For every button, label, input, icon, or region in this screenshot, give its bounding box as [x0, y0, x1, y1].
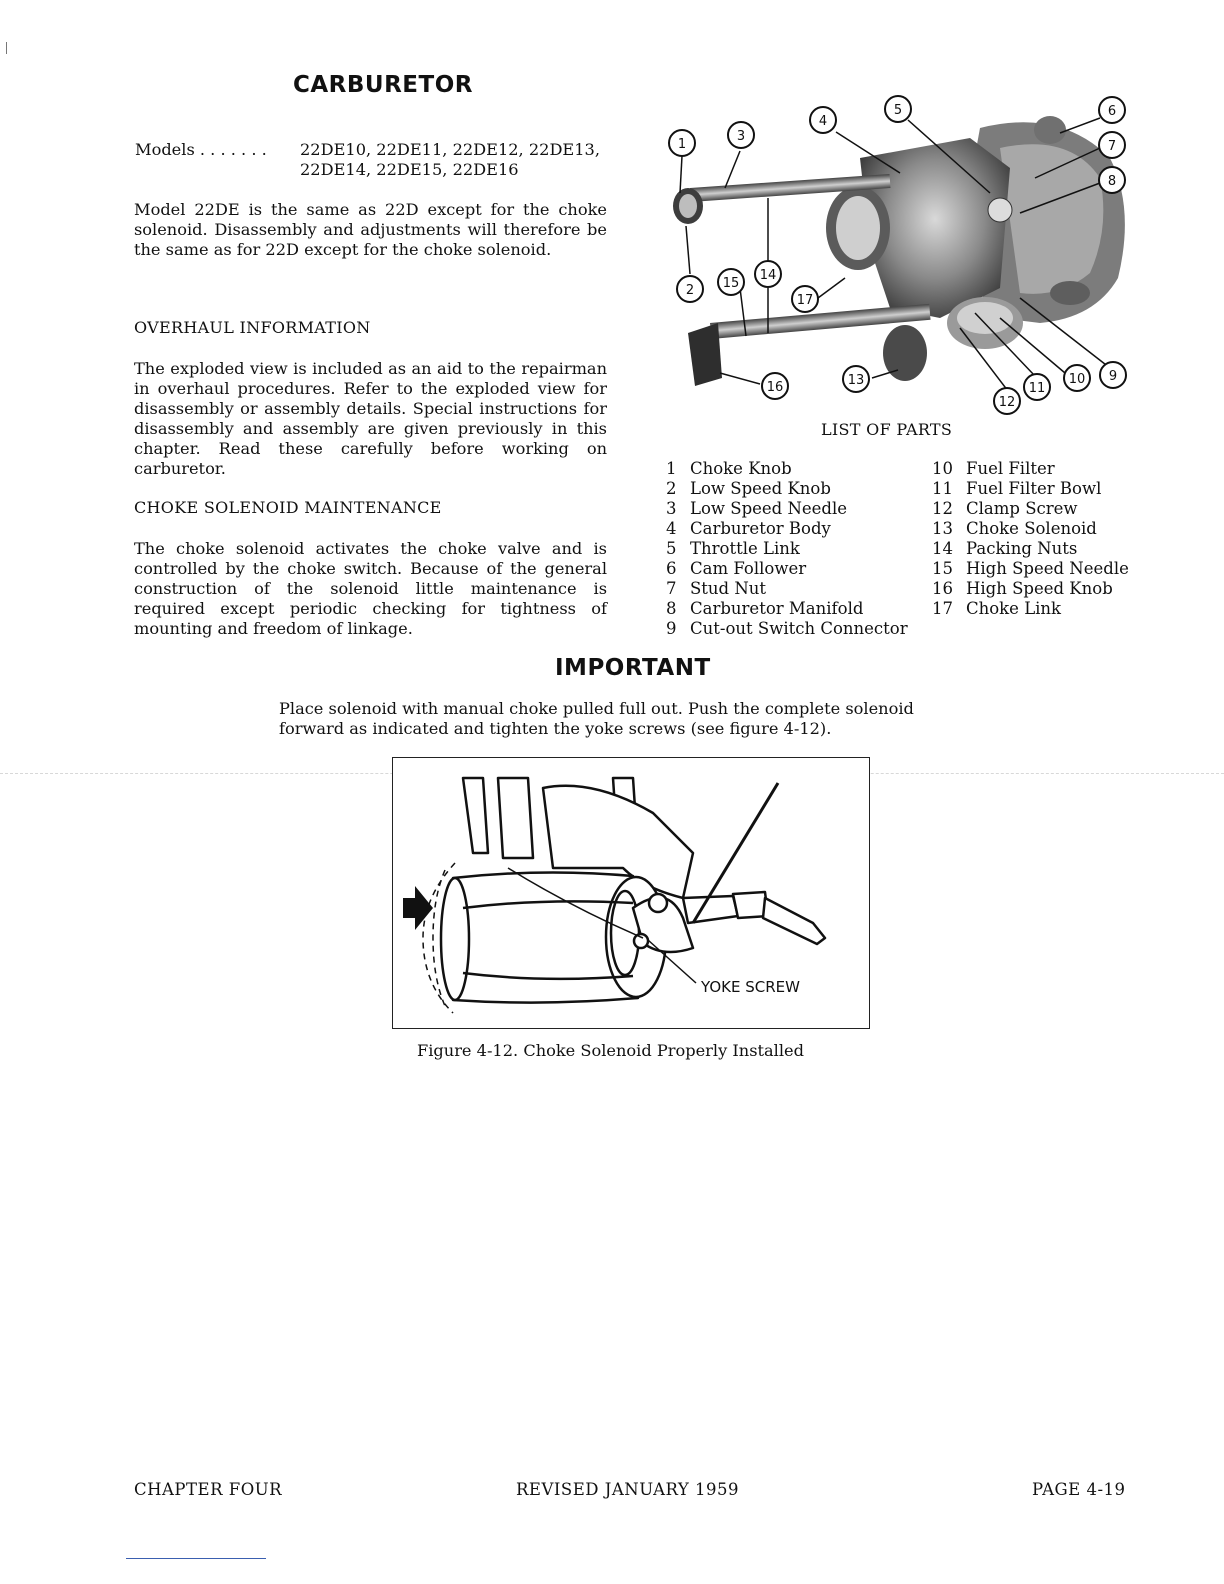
- choke-solenoid-illustration: [393, 758, 869, 1028]
- models-label: Models . . . . . . .: [135, 140, 267, 159]
- important-heading: IMPORTANT: [555, 655, 711, 681]
- svg-text:12: 12: [998, 395, 1016, 410]
- page-title: CARBURETOR: [293, 72, 473, 98]
- list-item: 8 Carburetor Manifold: [666, 599, 864, 618]
- list-item: 12 Clamp Screw: [932, 499, 1078, 518]
- svg-text:6: 6: [1107, 104, 1117, 119]
- callout-15: [718, 269, 744, 295]
- important-note: [279, 699, 914, 739]
- list-item: 14 Packing Nuts: [932, 539, 1078, 558]
- svg-text:16: 16: [766, 380, 784, 395]
- forward-arrow-icon: [403, 886, 433, 930]
- overhaul-paragraph: The exploded view is included as an aid to the repairman in overhaul procedures. Refer to the exploded view for disassembly or assembly details. Special instructions for disassembly and assembly are given previously in this chapter. Read these carefully before working on carburetor.: [134, 359, 607, 478]
- callout-13: [843, 366, 869, 392]
- callout-4: [810, 107, 836, 133]
- svg-text:9: 9: [1108, 369, 1118, 384]
- list-item: 4 Carburetor Body: [666, 519, 831, 538]
- svg-text:17: 17: [796, 293, 814, 308]
- list-item: 10 Fuel Filter: [932, 459, 1055, 478]
- list-item: 16 High Speed Knob: [932, 579, 1113, 598]
- carburetor-exploded-illustration: [640, 88, 1140, 418]
- overhaul-heading: OVERHAUL INFORMATION: [134, 318, 371, 337]
- callout-7: [1099, 132, 1125, 158]
- parts-list-left: [666, 459, 908, 639]
- yoke-screw-label: YOKE SCREW: [701, 978, 800, 996]
- callout-17: [792, 286, 818, 312]
- intro-paragraph: Model 22DE is the same as 22D except for the choke solenoid. Disassembly and adjustments will therefore be the same as for 22D except for the choke solenoid.: [134, 200, 607, 259]
- choke-heading: CHOKE SOLENOID MAINTENANCE: [134, 498, 442, 517]
- list-item: 13 Choke Solenoid: [932, 519, 1097, 538]
- footer-chapter: CHAPTER FOUR: [134, 1480, 283, 1499]
- list-item: 11 Fuel Filter Bowl: [932, 479, 1102, 498]
- scan-mark: [126, 1558, 266, 1559]
- list-item: 7 Stud Nut: [666, 579, 767, 598]
- svg-text:13: 13: [847, 373, 865, 388]
- list-item: 2 Low Speed Knob: [666, 479, 831, 498]
- important-line-2: forward as indicated and tighten the yoke screws (see figure 4-12).: [279, 719, 832, 738]
- parts-list-heading: LIST OF PARTS: [821, 420, 953, 439]
- callout-1: [669, 130, 695, 156]
- svg-text:2: 2: [685, 283, 695, 298]
- svg-text:5: 5: [893, 103, 903, 118]
- list-item: 17 Choke Link: [932, 599, 1062, 618]
- callout-9: [1100, 362, 1126, 388]
- list-item: 9 Cut-out Switch Connector: [666, 619, 908, 638]
- callout-12: [994, 388, 1020, 414]
- figure-4-12: [392, 757, 870, 1029]
- svg-text:10: 10: [1068, 372, 1086, 387]
- svg-text:4: 4: [818, 114, 828, 129]
- list-item: 6 Cam Follower: [666, 559, 807, 578]
- callout-14: [755, 261, 781, 287]
- svg-text:7: 7: [1107, 139, 1117, 154]
- parts-list-right: [932, 459, 1129, 619]
- choke-paragraph: The choke solenoid activates the choke valve and is controlled by the choke switch. Because of the general construction of the solenoid little maintenance is required except periodic checking for tightness of mounting and freedom of linkage.: [134, 539, 607, 638]
- svg-text:11: 11: [1028, 381, 1046, 396]
- svg-text:8: 8: [1107, 174, 1117, 189]
- callout-5: [885, 96, 911, 122]
- models-block: [135, 140, 615, 180]
- callout-11: [1024, 374, 1050, 400]
- list-item: 15 High Speed Needle: [932, 559, 1129, 578]
- svg-text:14: 14: [759, 268, 777, 283]
- list-item: 5 Throttle Link: [666, 539, 800, 558]
- callout-8: [1099, 167, 1125, 193]
- callout-3: [728, 122, 754, 148]
- callout-10: [1064, 365, 1090, 391]
- models-line-2: 22DE14, 22DE15, 22DE16: [300, 160, 519, 179]
- callout-2: [677, 276, 703, 302]
- scan-mark: [6, 42, 7, 54]
- callout-6: [1099, 97, 1125, 123]
- footer-page-number: PAGE 4-19: [1032, 1480, 1126, 1499]
- models-line-1: 22DE10, 22DE11, 22DE12, 22DE13,: [300, 140, 600, 159]
- important-line-1: Place solenoid with manual choke pulled full out. Push the complete solenoid: [279, 699, 914, 718]
- list-item: 1 Choke Knob: [666, 459, 792, 478]
- svg-text:1: 1: [677, 137, 687, 152]
- svg-text:3: 3: [736, 129, 746, 144]
- figure-caption: Figure 4-12. Choke Solenoid Properly Installed: [417, 1041, 804, 1060]
- footer-revision: REVISED JANUARY 1959: [516, 1480, 740, 1499]
- callout-16: [762, 373, 788, 399]
- list-item: 3 Low Speed Needle: [666, 499, 848, 518]
- svg-text:15: 15: [722, 276, 740, 291]
